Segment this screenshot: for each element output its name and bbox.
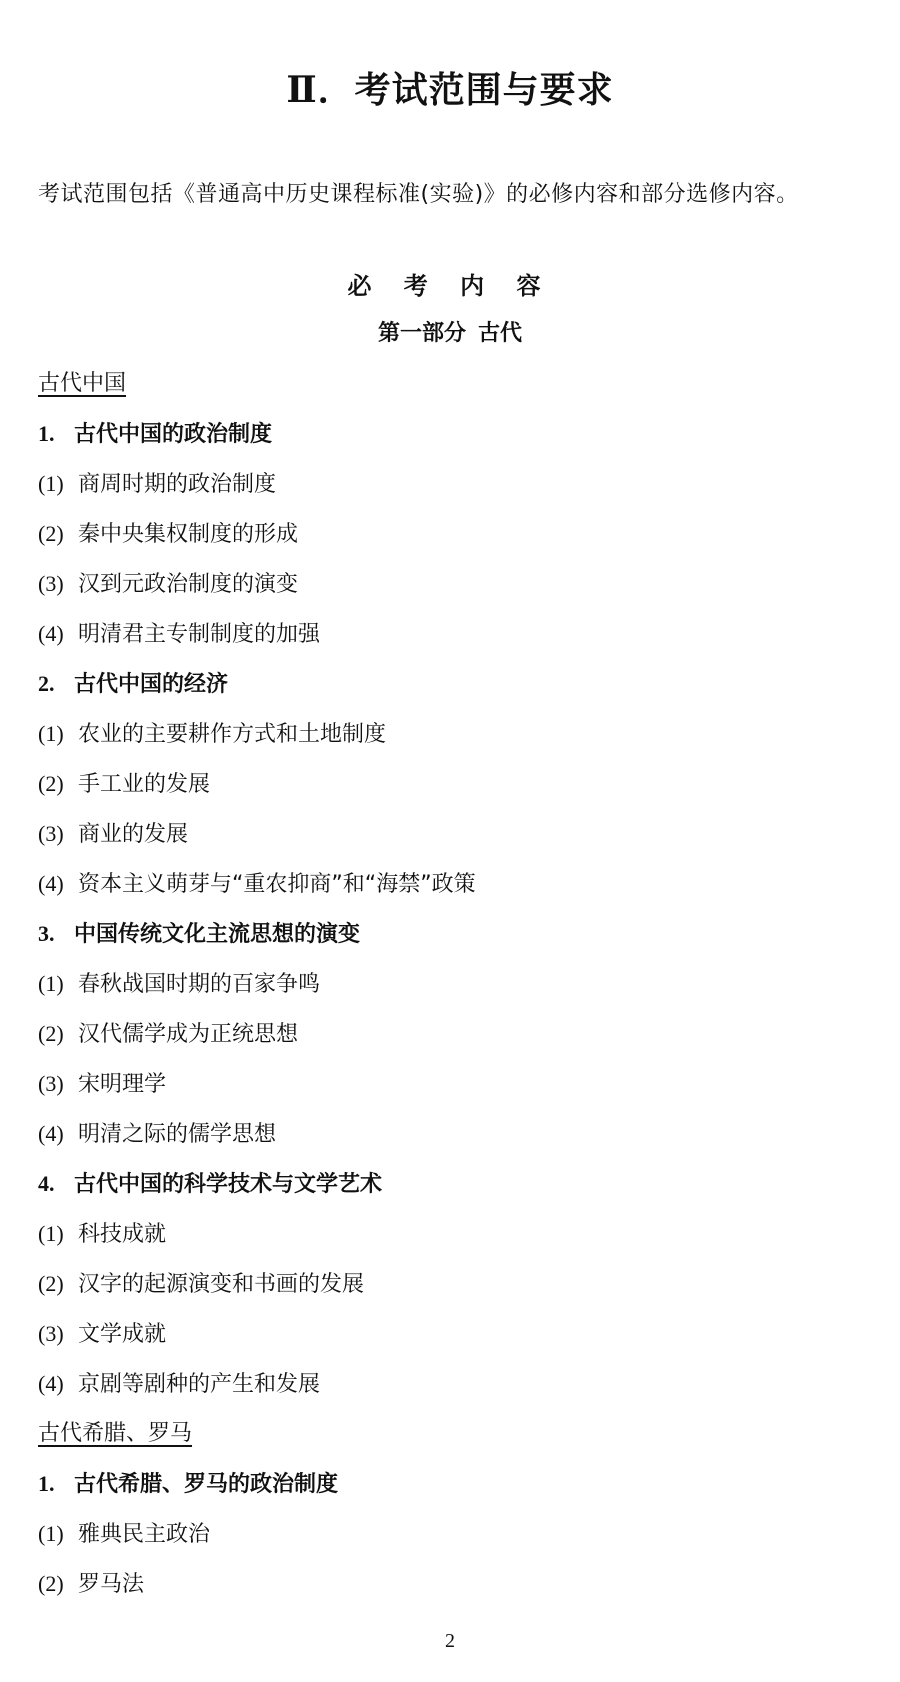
- item-number: (2): [38, 1271, 64, 1296]
- syllabus-list: [38, 368, 868, 1618]
- topic-heading: [38, 918, 868, 968]
- list-item: [38, 1568, 868, 1618]
- item-text: 京剧等剧种的产生和发展: [78, 1372, 321, 1397]
- part-name: 古代: [478, 321, 523, 346]
- item-number: (4): [38, 1371, 64, 1396]
- item-number: (3): [38, 1321, 64, 1346]
- topic-number: 4.: [38, 1171, 55, 1196]
- list-item: [38, 1068, 868, 1118]
- topic-text: 古代中国的政治制度: [74, 422, 273, 447]
- topic-number: 3.: [38, 921, 55, 946]
- item-text: 汉代儒学成为正统思想: [78, 1022, 299, 1047]
- section-heading: 必 考 内 容: [347, 272, 553, 300]
- item-text: 春秋战国时期的百家争鸣: [78, 972, 321, 997]
- item-text: 农业的主要耕作方式和土地制度: [78, 722, 387, 747]
- item-number: (1): [38, 1221, 64, 1246]
- item-number: (3): [38, 571, 64, 596]
- list-item: [38, 868, 868, 918]
- item-number: (2): [38, 771, 64, 796]
- intro-paragraph: 考试范围包括《普通高中历史课程标准(实验)》的必修内容和部分选修内容。: [38, 182, 799, 207]
- topic-heading: [38, 1168, 868, 1218]
- item-text: 文学成就: [78, 1322, 167, 1347]
- item-number: (4): [38, 871, 64, 896]
- region-heading-text: 古代中国: [38, 371, 127, 396]
- list-item: [38, 1318, 868, 1368]
- list-item: [38, 1368, 868, 1418]
- item-number: (1): [38, 721, 64, 746]
- item-text: 宋明理学: [78, 1072, 167, 1097]
- part-heading: [0, 316, 900, 347]
- item-number: (1): [38, 471, 64, 496]
- item-text: 科技成就: [78, 1222, 167, 1247]
- item-number: (4): [38, 1121, 64, 1146]
- item-text: 商周时期的政治制度: [78, 472, 277, 497]
- list-item: [38, 968, 868, 1018]
- topic-heading: [38, 668, 868, 718]
- item-text: 商业的发展: [78, 822, 189, 847]
- topic-number: 1.: [38, 421, 55, 446]
- item-text: 汉字的起源演变和书画的发展: [78, 1272, 365, 1297]
- topic-heading: [38, 1468, 868, 1518]
- list-item: [38, 1018, 868, 1068]
- topic-text: 古代中国的科学技术与文学艺术: [74, 1172, 383, 1197]
- item-text: 资本主义萌芽与“重农抑商”和“海禁”政策: [78, 872, 476, 897]
- topic-number: 1.: [38, 1471, 55, 1496]
- page-number: 2: [445, 1630, 455, 1652]
- topic-text: 古代希腊、罗马的政治制度: [74, 1472, 339, 1497]
- page-title: Ⅱ．考试范围与要求: [286, 69, 614, 111]
- list-item: [38, 468, 868, 518]
- item-number: (2): [38, 1021, 64, 1046]
- topic-heading: [38, 418, 868, 468]
- topic-text: 中国传统文化主流思想的演变: [74, 922, 361, 947]
- item-number: (4): [38, 621, 64, 646]
- list-item: [38, 1268, 868, 1318]
- item-number: (1): [38, 971, 64, 996]
- item-number: (3): [38, 1071, 64, 1096]
- item-text: 汉到元政治制度的演变: [78, 572, 299, 597]
- item-text: 明清君主专制制度的加强: [78, 622, 321, 647]
- item-text: 秦中央集权制度的形成: [78, 522, 299, 547]
- topic-number: 2.: [38, 671, 55, 696]
- list-item: [38, 718, 868, 768]
- item-number: (3): [38, 821, 64, 846]
- list-item: [38, 1518, 868, 1568]
- list-item: [38, 568, 868, 618]
- list-item: [38, 818, 868, 868]
- item-number: (2): [38, 521, 64, 546]
- list-item: [38, 1118, 868, 1168]
- part-label: 第一部分: [377, 321, 466, 346]
- topic-text: 古代中国的经济: [74, 672, 229, 697]
- list-item: [38, 618, 868, 668]
- item-text: 手工业的发展: [78, 772, 211, 797]
- list-item: [38, 518, 868, 568]
- item-number: (1): [38, 1521, 64, 1546]
- region-heading: [38, 1418, 868, 1468]
- item-text: 罗马法: [78, 1572, 145, 1597]
- item-number: (2): [38, 1571, 64, 1596]
- item-text: 明清之际的儒学思想: [78, 1122, 277, 1147]
- list-item: [38, 768, 868, 818]
- item-text: 雅典民主政治: [78, 1522, 211, 1547]
- region-heading-text: 古代希腊、罗马: [38, 1421, 193, 1446]
- region-heading: [38, 368, 868, 418]
- list-item: [38, 1218, 868, 1268]
